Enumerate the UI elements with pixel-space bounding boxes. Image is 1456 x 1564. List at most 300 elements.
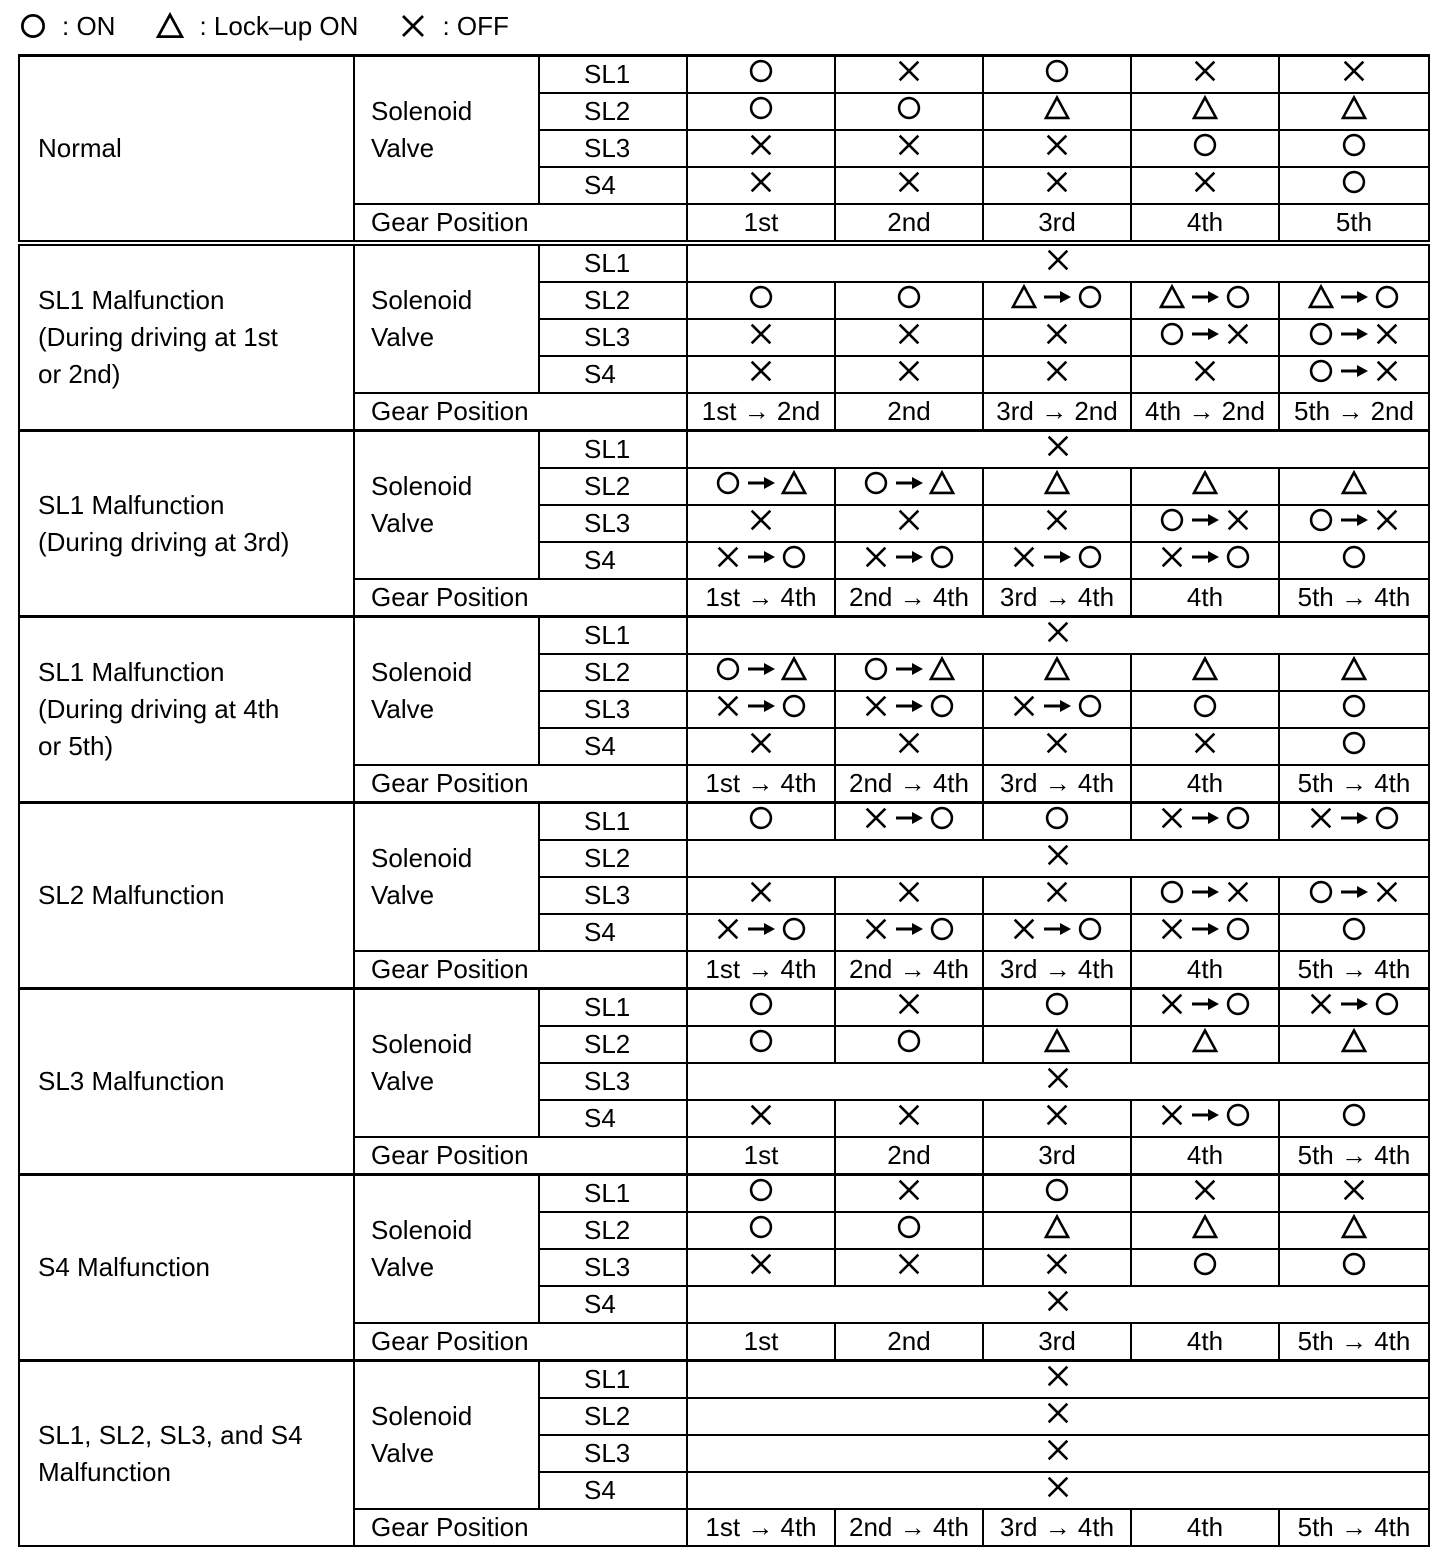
valve-state-cell [1131, 654, 1279, 691]
state-symbol [1191, 1213, 1219, 1241]
valve-state-cell [983, 803, 1131, 841]
circle-icon [1076, 915, 1104, 943]
gear-position-value: 3rd [983, 1137, 1131, 1175]
circle-icon [928, 915, 956, 943]
state-symbol [1340, 1027, 1368, 1055]
gear-position-value: 4th [1131, 951, 1279, 989]
gear-position-value: 2nd [835, 1137, 983, 1175]
cross-icon [862, 543, 890, 571]
gear-position-label: Gear Position [354, 204, 687, 243]
cross-icon [1010, 915, 1038, 943]
valve-state-cell [687, 167, 835, 204]
cross-icon [895, 878, 923, 906]
valve-state-cell [1279, 989, 1429, 1027]
state-symbol [1043, 729, 1071, 757]
gear-position-value: 1st → 4th [687, 579, 835, 617]
triangle-icon [1043, 1027, 1071, 1055]
valve-state-cell [687, 989, 835, 1027]
valve-state-cell [687, 319, 835, 356]
state-symbol [1043, 804, 1071, 832]
circle-icon [1043, 804, 1071, 832]
valve-state-cell [1131, 1175, 1279, 1213]
valve-state-cell [1131, 1212, 1279, 1249]
circle-icon [747, 990, 775, 1018]
circle-icon [780, 915, 808, 943]
valve-state-cell [687, 803, 835, 841]
state-symbol [895, 1176, 923, 1204]
valve-name: SL2 [539, 1398, 687, 1435]
arrow-right-icon [1040, 287, 1074, 307]
valve-name: SL3 [539, 130, 687, 167]
state-symbol [1010, 543, 1104, 571]
arrow-right-icon [1337, 361, 1371, 381]
cross-icon [747, 729, 775, 757]
state-symbol [1043, 469, 1071, 497]
circle-icon [1158, 506, 1186, 534]
valve-state-cell [1131, 130, 1279, 167]
valve-state-cell [687, 1100, 835, 1137]
valve-state-cell [983, 282, 1131, 319]
circle-icon [1158, 320, 1186, 348]
cross-icon [747, 357, 775, 385]
state-symbol [747, 878, 775, 906]
valve-state-cell [1131, 56, 1279, 94]
state-symbol [1010, 283, 1104, 311]
valve-state-all-gears [687, 431, 1429, 469]
state-symbol [714, 915, 808, 943]
cross-icon [714, 915, 742, 943]
state-symbol [1191, 94, 1219, 122]
state-symbol [895, 57, 923, 85]
valve-state-cell [687, 654, 835, 691]
valve-state-cell [1279, 1026, 1429, 1063]
cross-icon [747, 168, 775, 196]
state-symbol [1191, 1176, 1219, 1204]
state-symbol [862, 543, 956, 571]
solenoid-valve-label: Solenoid Valve [354, 1175, 539, 1324]
circle-icon [1373, 990, 1401, 1018]
cross-icon [1191, 168, 1219, 196]
arrow-right-icon [1188, 1105, 1222, 1125]
valve-name: S4 [539, 1472, 687, 1509]
gear-position-label: Gear Position [354, 1137, 687, 1175]
triangle-icon [1191, 94, 1219, 122]
arrow-right-icon [1337, 882, 1371, 902]
state-symbol [1191, 357, 1219, 385]
table-row [19, 431, 1429, 469]
valve-name: SL2 [539, 93, 687, 130]
gear-position-value: 1st → 4th [687, 1509, 835, 1546]
triangle-icon [928, 655, 956, 683]
gear-position-value: 5th → 4th [1279, 765, 1429, 803]
state-symbol [747, 57, 775, 85]
valve-state-cell [1279, 282, 1429, 319]
valve-state-cell [835, 505, 983, 542]
gear-position-value: 1st [687, 1137, 835, 1175]
valve-state-cell [1131, 989, 1279, 1027]
cross-icon [1158, 543, 1186, 571]
valve-state-cell [687, 130, 835, 167]
cross-icon [1373, 320, 1401, 348]
cross-icon [1224, 506, 1252, 534]
triangle-icon [1010, 283, 1038, 311]
gear-position-value: 4th [1131, 204, 1279, 243]
valve-state-cell [1131, 1026, 1279, 1063]
state-symbol [895, 1027, 923, 1055]
state-symbol [895, 168, 923, 196]
cross-icon [1158, 915, 1186, 943]
valve-state-cell [983, 1026, 1131, 1063]
valve-name: SL3 [539, 1435, 687, 1472]
valve-state-cell [1279, 728, 1429, 765]
gear-position-value: 3rd → 2nd [983, 393, 1131, 431]
circle-icon [714, 469, 742, 497]
valve-state-cell [835, 654, 983, 691]
circle-icon [1043, 57, 1071, 85]
gear-position-label: Gear Position [354, 393, 687, 431]
cross-icon [1043, 878, 1071, 906]
triangle-icon [1158, 283, 1186, 311]
legend-item [398, 11, 508, 42]
state-symbol [1307, 506, 1401, 534]
cross-icon [1158, 804, 1186, 832]
circle-icon [895, 1213, 923, 1241]
circle-icon [862, 469, 890, 497]
state-symbol [1340, 543, 1368, 571]
gear-position-value: 1st [687, 1323, 835, 1361]
state-symbol [1191, 131, 1219, 159]
triangle-icon [1340, 1213, 1368, 1241]
state-symbol [1043, 131, 1071, 159]
triangle-icon [1043, 655, 1071, 683]
circle-icon [1191, 692, 1219, 720]
triangle-icon [155, 11, 185, 41]
cross-icon [1043, 320, 1071, 348]
arrow-right-icon [1337, 324, 1371, 344]
valve-state-cell [687, 1026, 835, 1063]
triangle-icon [1340, 469, 1368, 497]
valve-name: SL2 [539, 654, 687, 691]
circle-icon [1340, 168, 1368, 196]
circle-icon [862, 655, 890, 683]
arrow-right-icon [1337, 994, 1371, 1014]
arrow-right-icon [1337, 287, 1371, 307]
valve-state-cell [1131, 691, 1279, 728]
triangle-icon [928, 469, 956, 497]
state-symbol [895, 131, 923, 159]
valve-name: SL1 [539, 1175, 687, 1213]
valve-name: SL1 [539, 617, 687, 655]
arrow-right-icon [892, 473, 926, 493]
valve-state-all-gears [687, 243, 1429, 282]
cross-icon [1044, 246, 1072, 274]
circle-icon [895, 283, 923, 311]
state-symbol [1044, 618, 1072, 646]
state-symbol [1044, 1436, 1072, 1464]
solenoid-fail-safe-table [18, 54, 1430, 1547]
circle-icon [895, 94, 923, 122]
gear-position-label: Gear Position [354, 951, 687, 989]
valve-state-cell [835, 282, 983, 319]
valve-state-cell [1131, 356, 1279, 393]
cross-icon [714, 543, 742, 571]
state-symbol [747, 990, 775, 1018]
gear-position-value: 1st [687, 204, 835, 243]
valve-state-cell [835, 56, 983, 94]
cross-icon [862, 804, 890, 832]
arrow-right-icon [1188, 919, 1222, 939]
state-symbol [1191, 469, 1219, 497]
valve-state-cell [1279, 468, 1429, 505]
gear-position-value: 3rd → 4th [983, 579, 1131, 617]
state-symbol [1307, 357, 1401, 385]
arrow-right-icon [744, 919, 778, 939]
cross-icon [1373, 357, 1401, 385]
cross-icon [1010, 543, 1038, 571]
valve-state-cell [983, 505, 1131, 542]
valve-state-cell [687, 877, 835, 914]
valve-state-cell [983, 728, 1131, 765]
valve-state-cell [983, 319, 1131, 356]
valve-state-cell [687, 914, 835, 951]
solenoid-valve-label: Solenoid Valve [354, 431, 539, 580]
valve-name: SL3 [539, 505, 687, 542]
circle-icon [747, 1213, 775, 1241]
arrow-right-icon [1040, 696, 1074, 716]
cross-icon [1043, 131, 1071, 159]
valve-state-cell [687, 1249, 835, 1286]
valve-state-cell [1131, 1100, 1279, 1137]
valve-state-cell [1131, 1249, 1279, 1286]
valve-state-cell [1279, 691, 1429, 728]
state-symbol [747, 729, 775, 757]
cross-icon [747, 1250, 775, 1278]
cross-icon [1044, 1064, 1072, 1092]
triangle-icon [1043, 469, 1071, 497]
state-symbol [1044, 1473, 1072, 1501]
gear-position-label: Gear Position [354, 1509, 687, 1546]
gear-position-value: 5th → 4th [1279, 1509, 1429, 1546]
valve-state-cell [1131, 319, 1279, 356]
circle-icon [928, 543, 956, 571]
state-symbol [1340, 1213, 1368, 1241]
valve-state-cell [835, 356, 983, 393]
valve-name: SL2 [539, 1212, 687, 1249]
circle-icon [1373, 283, 1401, 311]
circle-icon [780, 692, 808, 720]
valve-state-cell [835, 93, 983, 130]
circle-icon [747, 283, 775, 311]
cross-icon [1224, 878, 1252, 906]
valve-state-cell [1279, 542, 1429, 579]
gear-position-value: 3rd → 4th [983, 951, 1131, 989]
valve-state-all-gears [687, 1063, 1429, 1100]
valve-name: SL2 [539, 840, 687, 877]
table-row [19, 56, 1429, 94]
valve-state-cell [1279, 356, 1429, 393]
state-symbol [1044, 246, 1072, 274]
state-symbol [747, 131, 775, 159]
valve-state-cell [835, 1249, 983, 1286]
valve-name: S4 [539, 167, 687, 204]
state-symbol [862, 469, 956, 497]
state-symbol [1340, 469, 1368, 497]
valve-state-cell [687, 542, 835, 579]
valve-name: SL3 [539, 877, 687, 914]
state-symbol [747, 168, 775, 196]
valve-state-cell [687, 1212, 835, 1249]
valve-state-all-gears [687, 1361, 1429, 1399]
state-symbol [1044, 1287, 1072, 1315]
gear-position-value: 5th → 4th [1279, 1323, 1429, 1361]
cross-icon [895, 506, 923, 534]
gear-position-value: 1st → 4th [687, 765, 835, 803]
gear-position-value: 4th [1131, 1509, 1279, 1546]
mode-name: SL2 Malfunction [19, 803, 354, 989]
arrow-right-icon [1188, 547, 1222, 567]
cross-icon [895, 320, 923, 348]
state-symbol [1307, 320, 1401, 348]
circle-icon [1076, 283, 1104, 311]
state-symbol [714, 655, 808, 683]
state-symbol [1158, 1101, 1252, 1129]
state-symbol [1340, 94, 1368, 122]
valve-state-cell [1279, 130, 1429, 167]
circle-icon [1307, 357, 1335, 385]
valve-state-cell [983, 691, 1131, 728]
valve-state-cell [835, 130, 983, 167]
state-symbol [895, 878, 923, 906]
valve-state-cell [983, 468, 1131, 505]
state-symbol [1043, 168, 1071, 196]
legend-item [155, 11, 358, 42]
triangle-icon [1043, 1213, 1071, 1241]
cross-icon [1191, 57, 1219, 85]
gear-position-value: 1st → 4th [687, 951, 835, 989]
state-symbol [1043, 506, 1071, 534]
state-symbol [714, 543, 808, 571]
cross-icon [895, 1176, 923, 1204]
valve-state-cell [1131, 282, 1279, 319]
state-symbol [895, 506, 923, 534]
cross-icon [1307, 990, 1335, 1018]
gear-position-value: 4th → 2nd [1131, 393, 1279, 431]
state-symbol [1044, 1362, 1072, 1390]
valve-state-cell [1279, 654, 1429, 691]
valve-state-cell [1131, 803, 1279, 841]
valve-state-cell [1279, 93, 1429, 130]
circle-icon [1224, 804, 1252, 832]
circle-icon [1307, 878, 1335, 906]
state-symbol [747, 94, 775, 122]
valve-state-cell [835, 167, 983, 204]
state-symbol [1158, 506, 1252, 534]
state-symbol [1191, 729, 1219, 757]
valve-state-cell [835, 728, 983, 765]
circle-icon [1340, 915, 1368, 943]
valve-name: SL1 [539, 989, 687, 1027]
circle-icon [1158, 878, 1186, 906]
cross-icon [1340, 57, 1368, 85]
table-row [19, 617, 1429, 655]
circle-icon [747, 1027, 775, 1055]
gear-position-label: Gear Position [354, 579, 687, 617]
valve-name: SL2 [539, 282, 687, 319]
valve-state-all-gears [687, 617, 1429, 655]
state-symbol [1191, 655, 1219, 683]
circle-icon [1224, 990, 1252, 1018]
mode-name: S4 Malfunction [19, 1175, 354, 1361]
state-symbol [895, 320, 923, 348]
cross-icon [1044, 1362, 1072, 1390]
state-symbol [1307, 878, 1401, 906]
arrow-right-icon [892, 659, 926, 679]
state-symbol [747, 1250, 775, 1278]
state-symbol [1191, 692, 1219, 720]
circle-icon [895, 1027, 923, 1055]
cross-icon [747, 506, 775, 534]
arrow-right-icon [744, 473, 778, 493]
cross-icon [1373, 506, 1401, 534]
valve-state-cell [835, 803, 983, 841]
valve-state-cell [1131, 468, 1279, 505]
gear-position-value: 4th [1131, 1137, 1279, 1175]
cross-icon [1191, 1176, 1219, 1204]
circle-icon [1224, 1101, 1252, 1129]
gear-position-value: 2nd → 4th [835, 765, 983, 803]
circle-icon [1340, 543, 1368, 571]
state-symbol [862, 804, 956, 832]
valve-state-cell [835, 1212, 983, 1249]
legend-item [18, 11, 115, 42]
gear-position-value: 5th → 4th [1279, 1137, 1429, 1175]
circle-icon [1191, 131, 1219, 159]
solenoid-valve-label: Solenoid Valve [354, 56, 539, 205]
state-symbol [1307, 804, 1401, 832]
cross-icon [747, 320, 775, 348]
valve-name: SL1 [539, 803, 687, 841]
state-symbol [1158, 543, 1252, 571]
state-symbol [1043, 94, 1071, 122]
circle-icon [18, 11, 48, 41]
valve-state-cell [687, 728, 835, 765]
mode-name: SL1 Malfunction (During driving at 1st or 2nd) [19, 243, 354, 431]
valve-name: S4 [539, 1286, 687, 1323]
valve-state-cell [1131, 93, 1279, 130]
state-symbol [747, 1101, 775, 1129]
cross-icon [1044, 1436, 1072, 1464]
valve-state-cell [1279, 1175, 1429, 1213]
valve-state-cell [1131, 542, 1279, 579]
cross-icon [895, 1101, 923, 1129]
state-symbol [895, 357, 923, 385]
state-symbol [1340, 1176, 1368, 1204]
gear-position-value: 2nd → 4th [835, 1509, 983, 1546]
state-symbol [1010, 915, 1104, 943]
state-symbol [1191, 168, 1219, 196]
valve-state-cell [983, 1249, 1131, 1286]
state-symbol [1158, 990, 1252, 1018]
state-symbol [1340, 692, 1368, 720]
cross-icon [895, 729, 923, 757]
valve-name: SL3 [539, 1063, 687, 1100]
state-symbol [895, 94, 923, 122]
triangle-icon [780, 469, 808, 497]
valve-state-cell [983, 56, 1131, 94]
state-symbol [1043, 1213, 1071, 1241]
gear-position-value: 1st → 2nd [687, 393, 835, 431]
arrow-right-icon [744, 696, 778, 716]
